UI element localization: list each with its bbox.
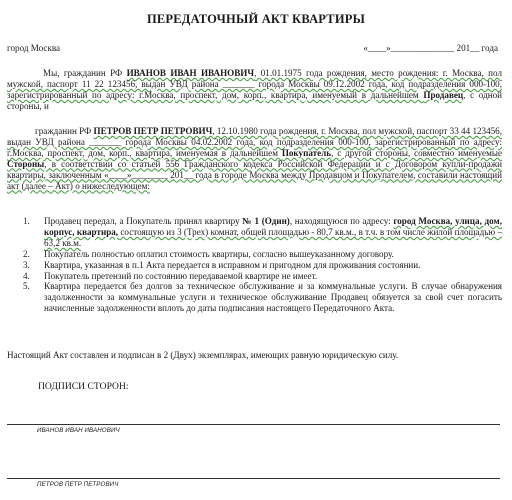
seller-details: , 01.01.1975 года рождения, место рождения: г. Москва, пол мужской, паспорт 11 22 123456, выдан УВД района _______ города Москвы 09.12.2002 года, код подразделения 000-100, зарегистрированный по адресу: г.Москва, проспект, дом, корп., квартира, именуемый в дальнейшем bbox=[7, 68, 502, 100]
item-text: Продавец передал, а Покупатель принял квартиру bbox=[44, 216, 243, 226]
document-title: ПЕРЕДАТОЧНЫЙ АКТ КВАРТИРЫ bbox=[146, 12, 366, 26]
signer-name-buyer: ПЕТРОВ ПЕТР ПЕТРОВИЧ bbox=[37, 481, 119, 488]
seller-lead: Мы, гражданин РФ bbox=[43, 68, 127, 78]
signature-line-seller bbox=[7, 424, 500, 425]
item-text: Покупатель претензий по состоянию передаваемой квартире не имеет. bbox=[44, 270, 318, 281]
buyer-contract-text: , в соответствии со статьей 556 Гражданского кодекса Российской Федерации и с Договором купли-продажи квартиры, заключенным «____»________ 201__ года в городе Москва между Продавцом и Покупателем, составили настоящий акт (далее – Акт) о нижеследующем: bbox=[7, 158, 502, 191]
city-label: город Москва bbox=[7, 43, 61, 53]
item-number: 5. bbox=[23, 281, 30, 292]
item-number: 3. bbox=[23, 259, 30, 270]
item-number: 2. bbox=[23, 248, 30, 259]
buyer-parties-text: , с другой стороны, совместно именуемые bbox=[331, 147, 502, 158]
signature-line-buyer bbox=[7, 478, 500, 479]
act-items-list bbox=[7, 216, 502, 314]
seller-name: ИВАНОВ ИВАН ИВАНОВИЧ bbox=[126, 68, 255, 78]
buyer-role: Покупатель bbox=[281, 147, 332, 158]
list-item bbox=[7, 281, 502, 314]
buyer-name: ПЕТРОВ ПЕТР ПЕТРОВИЧ bbox=[93, 126, 213, 136]
date-placeholder: «____»______________ 201__ года bbox=[363, 43, 498, 53]
apartment-number: № 1 (Один) bbox=[242, 216, 290, 226]
list-item bbox=[7, 216, 502, 249]
item-text: Квартира передается без долгов за техническое обслуживание и за коммунальные услуги. В случае обнаружения задолженности за коммунальные услуги и техническое обслуживание Продавец обязуется за свой счет погасить начисленные задолженности вплоть до даты подписания настоящего Передаточного Акта. bbox=[44, 281, 502, 314]
seller-tail: , с одной стороны, и bbox=[7, 89, 502, 111]
signatures-heading: ПОДПИСИ СТОРОН: bbox=[38, 381, 129, 392]
item-text: , находящуюся по адресу: bbox=[289, 216, 394, 226]
item-text: Квартира, указанная в п.1 Акта передается в исправном и пригодном для проживания состоянии. bbox=[44, 259, 421, 270]
seller-role: Продавец bbox=[423, 89, 464, 100]
list-item bbox=[7, 249, 502, 260]
parties-term: Стороны bbox=[7, 158, 45, 169]
closing-statement: Настоящий Акт составлен и подписан в 2 (Двух) экземплярах, имеющих равную юридическую силу. bbox=[7, 350, 399, 360]
seller-paragraph bbox=[7, 68, 502, 112]
buyer-paragraph bbox=[7, 126, 502, 191]
apartment-address: город Москва, улица, дом, корпус, квартира, bbox=[44, 216, 502, 237]
list-item bbox=[7, 271, 502, 282]
signer-name-seller: ИВАНОВ ИВАН ИВАНОВИЧ bbox=[37, 427, 120, 434]
place-date-line bbox=[7, 43, 498, 54]
item-number: 1. bbox=[23, 216, 30, 226]
list-item bbox=[7, 260, 502, 271]
buyer-lead: гражданин РФ bbox=[35, 126, 94, 136]
apartment-area: состоящую из 3 (Трех) комнат, общей площадью - 80,7 кв.м., в т.ч. в том числе жилой площадью – 63,2 кв.м. bbox=[44, 226, 502, 248]
item-text: Покупатель полностью оплатил стоимость квартиры, согласно вышеуказанному договору. bbox=[44, 248, 394, 259]
buyer-details: , 12.10.1980 года рождения, г. Москва, пол мужской, паспорт 33 44 123456, выдан УВД района _______ города Москвы 04.02.2002 года, код подразделения 000-100, зарегистрированный по адресу: г.Москва, проспект, дом, корп., квартира, именуемая в дальнейшем bbox=[7, 126, 502, 158]
item-number: 4. bbox=[23, 270, 30, 281]
